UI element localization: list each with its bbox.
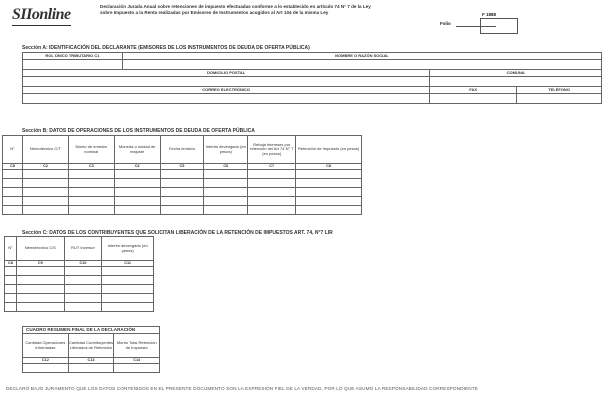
- section-b-row-cell[interactable]: [204, 206, 248, 215]
- section-c-title: Sección C: DATOS DE LOS CONTRIBUYENTES QUE SOLICITAN LIBERACIÓN DE LA RETENCIÓN DE IMPUESTOS ART. 74, N°7 LIR: [22, 230, 333, 236]
- sworn-declaration-text: DECLARO BAJO JURAMENTO QUE LOS DATOS CONTENIDOS EN EL PRESENTE DOCUMENTO SON LA EXPRESIÓN FIEL DE LA VERDAD, POR LO QUE ASUMO LA RESPONSABILIDAD CORRESPONDIENTE: [6, 386, 478, 391]
- section-b-row-cell[interactable]: [68, 188, 114, 197]
- section-b-table: [2, 135, 362, 215]
- summary-row: [23, 364, 160, 373]
- logo-underline: [12, 25, 71, 26]
- section-b-code-4: C4: [114, 164, 160, 170]
- section-b-row: [3, 170, 362, 179]
- section-c-row-cell[interactable]: [5, 294, 17, 303]
- section-b-row-cell[interactable]: [160, 188, 204, 197]
- email-field[interactable]: [23, 94, 430, 104]
- summary-row-cell[interactable]: [114, 364, 160, 373]
- name-field[interactable]: [122, 60, 601, 70]
- section-b-row-cell[interactable]: [3, 179, 23, 188]
- section-c-row-cell[interactable]: [16, 285, 64, 294]
- section-b-row: [3, 188, 362, 197]
- section-b-row-cell[interactable]: [22, 206, 68, 215]
- summary-code-3: C14: [114, 358, 160, 364]
- section-b-row-cell[interactable]: [160, 170, 204, 179]
- section-b-row-cell[interactable]: [22, 188, 68, 197]
- section-b-row-cell[interactable]: [204, 179, 248, 188]
- folio-label: Folio: [440, 21, 451, 26]
- section-c-row-cell[interactable]: [5, 303, 17, 312]
- section-b-code-8: C8: [296, 164, 362, 170]
- section-b-row-cell[interactable]: [114, 188, 160, 197]
- name-header: NOMBRE O RAZÓN SOCIAL: [122, 53, 601, 60]
- section-b-row-cell[interactable]: [114, 170, 160, 179]
- phone-header: TELÉFONO: [517, 87, 602, 94]
- section-b-row-cell[interactable]: [204, 188, 248, 197]
- header-line-1: Declaración Jurada Anual sobre retenciones de impuesto efectuadas conforme a lo establecido en artículo 74 N° 7 de la Ley: [100, 4, 371, 9]
- commune-field[interactable]: [430, 77, 602, 87]
- section-c-row-cell[interactable]: [16, 294, 64, 303]
- summary-row-cell[interactable]: [23, 364, 69, 373]
- section-b-row-cell[interactable]: [248, 206, 296, 215]
- summary-code-1: C12: [23, 358, 69, 364]
- section-c-row: [5, 276, 154, 285]
- section-b-title: Sección B: DATOS DE OPERACIONES DE LOS INSTRUMENTOS DE DEUDA DE OFERTA PÚBLICA: [22, 128, 255, 134]
- section-c-row: [5, 294, 154, 303]
- section-b-code-5: C5: [160, 164, 204, 170]
- section-c-row-cell[interactable]: [102, 303, 154, 312]
- summary-header-2: Cantidad Contribuyentes Liberados de Retención: [68, 334, 114, 358]
- section-b-header-4: Moneda o unidad de reajuste: [114, 136, 160, 164]
- logo-text: SIIonline: [12, 6, 71, 23]
- section-b-row: [3, 197, 362, 206]
- section-c-header-4: Interés devengado (en pesos): [102, 237, 154, 261]
- section-b-row-cell[interactable]: [296, 179, 362, 188]
- section-c-header-3: RUT Inversor: [64, 237, 102, 261]
- section-b-row-cell[interactable]: [3, 170, 23, 179]
- section-b-code-7: C7: [248, 164, 296, 170]
- section-b-header-1: N°: [3, 136, 23, 164]
- section-b-header-3: Monto de emisión nominal: [68, 136, 114, 164]
- section-b-row-cell[interactable]: [296, 170, 362, 179]
- section-c-header-1: N°: [5, 237, 17, 261]
- phone-field[interactable]: [517, 94, 602, 104]
- sii-online-logo: [12, 6, 71, 24]
- section-b-code-2: C2: [22, 164, 68, 170]
- section-c-row-cell[interactable]: [16, 276, 64, 285]
- section-c-row-cell[interactable]: [102, 294, 154, 303]
- section-b-code-1: C8: [3, 164, 23, 170]
- section-b-row-cell[interactable]: [204, 170, 248, 179]
- section-b-row-cell[interactable]: [204, 197, 248, 206]
- section-b-code-6: C6: [204, 164, 248, 170]
- section-c-code-1: C8: [5, 261, 17, 267]
- section-b-row-cell[interactable]: [248, 179, 296, 188]
- section-c-row-cell[interactable]: [64, 267, 102, 276]
- section-c-code-4: C11: [102, 261, 154, 267]
- section-b-row-cell[interactable]: [160, 206, 204, 215]
- email-header: CORREO ELECTRÓNICO: [23, 87, 430, 94]
- section-c-row: [5, 285, 154, 294]
- section-c-row-cell[interactable]: [102, 285, 154, 294]
- section-b-row-cell[interactable]: [114, 206, 160, 215]
- section-b-row-cell[interactable]: [3, 197, 23, 206]
- section-b-row-cell[interactable]: [248, 197, 296, 206]
- section-b-row-cell[interactable]: [296, 188, 362, 197]
- section-c-code-3: C10: [64, 261, 102, 267]
- section-c-row: [5, 303, 154, 312]
- section-c-row-cell[interactable]: [16, 303, 64, 312]
- section-c-row-cell[interactable]: [5, 285, 17, 294]
- folio-field[interactable]: [456, 26, 496, 27]
- section-b-code-3: C3: [68, 164, 114, 170]
- section-b-header-6: Interés devengado (en pesos): [204, 136, 248, 164]
- section-b-row: [3, 206, 362, 215]
- section-b-row-cell[interactable]: [3, 188, 23, 197]
- fax-field[interactable]: [430, 94, 517, 104]
- section-c-row-cell[interactable]: [5, 267, 17, 276]
- commune-header: COMUNA: [430, 70, 602, 77]
- section-c-row-cell[interactable]: [64, 276, 102, 285]
- address-header: DOMICILIO POSTAL: [23, 70, 430, 77]
- address-field[interactable]: [23, 77, 430, 87]
- section-c-code-2: C9: [16, 261, 64, 267]
- section-c-header-2: Nemotécnico C/S: [16, 237, 64, 261]
- summary-header-1: Cantidad Operaciones Informadas: [23, 334, 69, 358]
- section-b-row-cell[interactable]: [296, 206, 362, 215]
- section-b-row-cell[interactable]: [248, 188, 296, 197]
- section-b-row-cell[interactable]: [114, 179, 160, 188]
- section-c-row-cell[interactable]: [64, 294, 102, 303]
- section-b-header-8: Retención de Impuesto (en pesos): [296, 136, 362, 164]
- section-b-row-cell[interactable]: [68, 170, 114, 179]
- section-a-table: [22, 52, 602, 104]
- section-b-row-cell[interactable]: [160, 197, 204, 206]
- section-b-row-cell[interactable]: [248, 170, 296, 179]
- section-b-row: [3, 179, 362, 188]
- section-b-row-cell[interactable]: [114, 197, 160, 206]
- section-b-row-cell[interactable]: [68, 179, 114, 188]
- section-c-row: [5, 267, 154, 276]
- section-b-header-7: Rebaja Intereses por retención del Art 74 N° 7 (en pesos): [248, 136, 296, 164]
- section-a-title: Sección A: IDENTIFICACIÓN DEL DECLARANTE (EMISORES DE LOS INSTRUMENTOS DE DEUDA DE OFERTA PÚBLICA): [22, 45, 310, 51]
- section-c-row-cell[interactable]: [64, 285, 102, 294]
- form-number-label: F 1888: [482, 12, 497, 17]
- fax-header: FAX: [430, 87, 517, 94]
- section-b-row-cell[interactable]: [22, 197, 68, 206]
- header-line-2: sobre Impuesto a la Renta realizadas por Emisores de Instrumentos acogidos al Art 104 de la misma Ley: [100, 10, 329, 15]
- section-b-row-cell[interactable]: [22, 179, 68, 188]
- summary-table: [22, 326, 160, 373]
- section-b-row-cell[interactable]: [68, 206, 114, 215]
- section-b-row-cell[interactable]: [22, 170, 68, 179]
- section-b-header-2: Nemotécnico C/T: [22, 136, 68, 164]
- section-b-row-cell[interactable]: [296, 197, 362, 206]
- rut-field[interactable]: [23, 60, 123, 70]
- section-b-row-cell[interactable]: [160, 179, 204, 188]
- rut-header: ROL ÚNICO TRIBUTARIO C1: [23, 53, 123, 60]
- form-header-title: [100, 4, 440, 16]
- summary-title: CUADRO RESUMEN FINAL DE LA DECLARACIÓN: [23, 327, 160, 334]
- section-c-row-cell[interactable]: [102, 276, 154, 285]
- summary-code-2: C13: [68, 358, 114, 364]
- section-c-row-cell[interactable]: [102, 267, 154, 276]
- summary-header-3: Monto Total Retención de Impuesto: [114, 334, 160, 358]
- section-b-row-cell[interactable]: [3, 206, 23, 215]
- section-c-row-cell[interactable]: [64, 303, 102, 312]
- section-b-header-5: Fecha emisión: [160, 136, 204, 164]
- section-b-row-cell[interactable]: [68, 197, 114, 206]
- section-c-table: [4, 236, 154, 312]
- section-c-row-cell[interactable]: [5, 276, 17, 285]
- section-c-row-cell[interactable]: [16, 267, 64, 276]
- summary-row-cell[interactable]: [68, 364, 114, 373]
